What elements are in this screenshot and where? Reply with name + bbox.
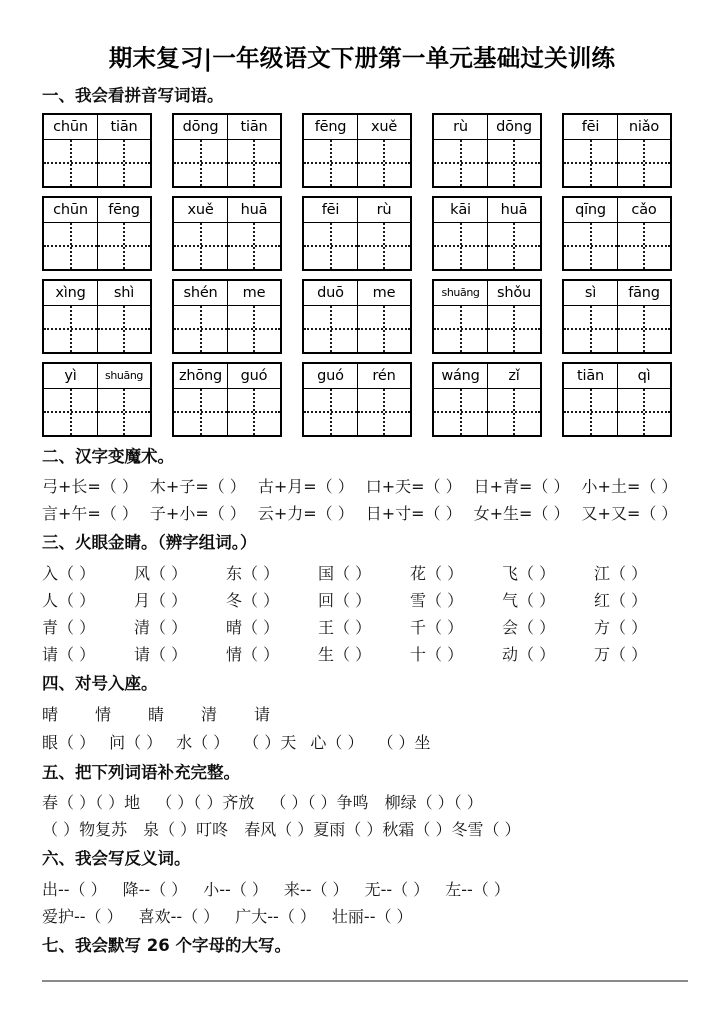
exercise-item[interactable]: 小+土=（ ） [581, 477, 678, 497]
tianzige-writing-box[interactable] [488, 140, 540, 186]
exercise-item[interactable]: 春风（ ）夏雨（ ）秋霜（ ）冬雪（ ） [244, 820, 521, 840]
exercise-item[interactable]: 清（ ） [134, 618, 188, 638]
exercise-item[interactable]: 春（ ）（ ）地 [42, 793, 141, 813]
exercise-item[interactable]: 方（ ） [594, 618, 648, 638]
pinyin-label: zǐ [488, 364, 540, 389]
tianzige-writing-box[interactable] [44, 223, 97, 269]
tianzige-writing-box[interactable] [228, 140, 280, 186]
pinyin-cell-pair [357, 364, 410, 435]
pinyin-label: shǒu [488, 281, 540, 306]
exercise-item[interactable]: 言+午=（ ） [42, 504, 138, 524]
section-distinguish-characters [0, 533, 724, 668]
tianzige-writing-box[interactable] [564, 140, 617, 186]
pinyin-label: wáng [434, 364, 487, 389]
pinyin-cell-pair [357, 115, 410, 186]
pinyin-cell-pair [97, 281, 150, 352]
bottom-divider [42, 980, 688, 982]
pinyin-cell-pair [44, 115, 97, 186]
pinyin-cell-pair [434, 364, 487, 435]
pinyin-cell-pair [304, 364, 357, 435]
section-7-heading: 七、我会默写 26 个字母的大写。 [42, 935, 291, 955]
pinyin-cell-pair [357, 198, 410, 269]
pinyin-word-group [432, 279, 542, 354]
tianzige-writing-box[interactable] [358, 223, 410, 269]
pinyin-label: yì [44, 364, 97, 389]
pinyin-word-group [172, 279, 282, 354]
exercise-item[interactable]: 雪（ ） [410, 591, 464, 611]
tianzige-writing-box[interactable] [358, 306, 410, 352]
exercise-item[interactable]: 气（ ） [502, 591, 556, 611]
exercise-item[interactable]: 花（ ） [410, 564, 464, 584]
section-2-body [0, 473, 724, 527]
pinyin-cell-pair [97, 198, 150, 269]
pinyin-cell-pair [564, 281, 617, 352]
exercise-item[interactable]: 国（ ） [318, 564, 372, 584]
tianzige-writing-box[interactable] [304, 223, 357, 269]
pinyin-word-group [562, 196, 672, 271]
pinyin-label: rù [434, 115, 487, 140]
pinyin-label: fāng [618, 281, 670, 306]
tianzige-writing-box[interactable] [174, 140, 227, 186]
pinyin-label: shuāng [434, 281, 487, 306]
exercise-item[interactable]: 左--（ ） [445, 879, 510, 899]
pinyin-cell-pair [174, 364, 227, 435]
exercise-line [42, 903, 686, 930]
exercise-line [42, 500, 686, 527]
pinyin-label: rén [358, 364, 410, 389]
exercise-item[interactable]: 口+天=（ ） [365, 477, 462, 497]
exercise-item[interactable]: （ ）天 [243, 732, 297, 752]
exercise-item[interactable]: 水（ ） [176, 732, 230, 752]
pinyin-word-group [42, 279, 152, 354]
exercise-item[interactable]: 飞（ ） [502, 564, 556, 584]
exercise-item[interactable]: 王（ ） [318, 618, 372, 638]
pinyin-word-group [42, 113, 152, 188]
section-6-heading: 六、我会写反义词。 [42, 849, 191, 869]
pinyin-cell-pair [227, 115, 280, 186]
pinyin-label: dōng [488, 115, 540, 140]
section-5-body [0, 789, 724, 843]
exercise-item[interactable]: 无--（ ） [364, 879, 430, 899]
pinyin-label: niǎo [618, 115, 670, 140]
section-antonyms [0, 849, 724, 930]
section-4-character-bank [42, 701, 686, 729]
pinyin-word-group [562, 279, 672, 354]
pinyin-cell-pair [487, 198, 540, 269]
exercise-item[interactable]: 红（ ） [594, 591, 648, 611]
pinyin-cell-pair [174, 281, 227, 352]
pinyin-label: duō [304, 281, 357, 306]
pinyin-label: me [358, 281, 410, 306]
exercise-item[interactable]: 江（ ） [594, 564, 648, 584]
pinyin-cell-pair [227, 198, 280, 269]
pinyin-cell-pair [617, 198, 670, 269]
pinyin-label: rù [358, 198, 410, 223]
section-1-heading: 一、我会看拼音写词语。 [42, 86, 224, 106]
pinyin-cell-pair [434, 115, 487, 186]
pinyin-word-group [172, 362, 282, 437]
exercise-item[interactable]: 人（ ） [42, 591, 96, 611]
tianzige-writing-box[interactable] [434, 140, 487, 186]
candidate-character[interactable]: 睛 [148, 704, 165, 724]
exercise-item[interactable]: （ ）物复苏 [42, 820, 128, 840]
exercise-item[interactable]: 来--（ ） [283, 879, 349, 899]
tianzige-writing-box[interactable] [174, 223, 227, 269]
exercise-item[interactable]: 木+子=（ ） [149, 477, 246, 497]
pinyin-cell-pair [487, 364, 540, 435]
exercise-item[interactable]: 东（ ） [226, 564, 280, 584]
tianzige-writing-box[interactable] [564, 306, 617, 352]
exercise-item[interactable]: （ ）（ ）齐放 [156, 793, 255, 813]
tianzige-writing-box[interactable] [488, 389, 540, 435]
exercise-item[interactable]: 冬（ ） [226, 591, 280, 611]
pinyin-word-group [432, 362, 542, 437]
exercise-item[interactable]: 心（ ） [310, 732, 364, 752]
pinyin-cell-pair [227, 281, 280, 352]
candidate-character[interactable]: 清 [201, 704, 218, 724]
exercise-line [42, 473, 686, 500]
tianzige-writing-box[interactable] [174, 306, 227, 352]
pinyin-word-group [302, 279, 412, 354]
pinyin-cell-pair [174, 115, 227, 186]
pinyin-word-group [302, 113, 412, 188]
section-2-heading: 二、汉字变魔术。 [42, 446, 174, 466]
pinyin-cell-pair [564, 198, 617, 269]
exercise-line [42, 816, 686, 843]
exercise-item[interactable]: 又+又=（ ） [581, 504, 678, 524]
exercise-item[interactable]: 女+生=（ ） [473, 504, 570, 524]
exercise-item[interactable]: 十（ ） [410, 645, 464, 665]
section-4-heading: 四、对号入座。 [42, 674, 158, 694]
pinyin-label: kāi [434, 198, 487, 223]
exercise-item[interactable]: 月（ ） [134, 591, 188, 611]
exercise-item[interactable]: 出--（ ） [42, 879, 107, 899]
pinyin-cell-pair [304, 198, 357, 269]
pinyin-label: shén [174, 281, 227, 306]
pinyin-cell-pair [357, 281, 410, 352]
pinyin-cell-pair [617, 115, 670, 186]
pinyin-cell-pair [44, 364, 97, 435]
pinyin-cell-pair [487, 281, 540, 352]
tianzige-writing-box[interactable] [488, 223, 540, 269]
tianzige-writing-box[interactable] [618, 389, 670, 435]
exercise-item[interactable]: 小--（ ） [203, 879, 268, 899]
tianzige-writing-box[interactable] [98, 223, 150, 269]
pinyin-label: tiān [98, 115, 150, 140]
pinyin-label: xuě [358, 115, 410, 140]
exercise-item[interactable]: 请（ ） [42, 645, 96, 665]
pinyin-cell-pair [304, 115, 357, 186]
exercise-item[interactable]: 万（ ） [594, 645, 648, 665]
tianzige-writing-box[interactable] [44, 140, 97, 186]
exercise-item[interactable]: （ ）（ ）争鸣 [270, 793, 369, 813]
tianzige-writing-box[interactable] [434, 223, 487, 269]
pinyin-cell-pair [97, 115, 150, 186]
pinyin-cell-pair [44, 281, 97, 352]
pinyin-cell-pair [434, 281, 487, 352]
pinyin-label: tiān [564, 364, 617, 389]
pinyin-word-group [42, 196, 152, 271]
section-alphabet-dictation [0, 936, 724, 957]
pinyin-cell-pair [97, 364, 150, 435]
exercise-item[interactable]: 晴（ ） [226, 618, 280, 638]
tianzige-writing-box[interactable] [488, 306, 540, 352]
tianzige-writing-box[interactable] [358, 140, 410, 186]
exercise-item[interactable]: 请（ ） [134, 645, 188, 665]
section-match-characters [0, 674, 724, 757]
pinyin-cell-pair [434, 198, 487, 269]
tianzige-writing-box[interactable] [358, 389, 410, 435]
pinyin-cell-pair [174, 198, 227, 269]
distinguish-grid [42, 560, 686, 668]
exercise-item[interactable]: 入（ ） [42, 564, 96, 584]
tianzige-writing-box[interactable] [304, 389, 357, 435]
exercise-item[interactable]: 日+寸=（ ） [365, 504, 462, 524]
pinyin-label: dōng [174, 115, 227, 140]
section-3-body [0, 560, 724, 668]
exercise-item[interactable]: 喜欢--（ ） [138, 906, 220, 926]
pinyin-word-group [172, 196, 282, 271]
pinyin-row [0, 196, 724, 271]
exercise-item[interactable]: 日+青=（ ） [473, 477, 570, 497]
tianzige-writing-box[interactable] [98, 389, 150, 435]
pinyin-label: sì [564, 281, 617, 306]
exercise-item[interactable]: 千（ ） [410, 618, 464, 638]
section-character-magic [0, 447, 724, 528]
pinyin-label: fēi [304, 198, 357, 223]
pinyin-label: tiān [228, 115, 280, 140]
exercise-item[interactable]: 古+月=（ ） [257, 477, 354, 497]
exercise-item[interactable]: 泉（ ）叮咚 [143, 820, 229, 840]
exercise-item[interactable]: 子+小=（ ） [149, 504, 246, 524]
pinyin-row [0, 279, 724, 354]
pinyin-label: fēi [564, 115, 617, 140]
pinyin-label: chūn [44, 115, 97, 140]
pinyin-cell-pair [44, 198, 97, 269]
exercise-item[interactable]: 会（ ） [502, 618, 556, 638]
pinyin-cell-pair [304, 281, 357, 352]
pinyin-row [0, 113, 724, 188]
tianzige-writing-box[interactable] [618, 306, 670, 352]
pinyin-label: qīng [564, 198, 617, 223]
pinyin-cell-pair [487, 115, 540, 186]
pinyin-label: guó [304, 364, 357, 389]
exercise-item[interactable]: 降--（ ） [122, 879, 188, 899]
tianzige-writing-box[interactable] [228, 306, 280, 352]
tianzige-writing-box[interactable] [44, 389, 97, 435]
tianzige-writing-box[interactable] [564, 223, 617, 269]
pinyin-label: zhōng [174, 364, 227, 389]
candidate-character[interactable]: 晴 [42, 704, 59, 724]
exercise-item[interactable]: 柳绿（ ）（ ） [384, 793, 483, 813]
exercise-item[interactable]: 动（ ） [502, 645, 556, 665]
pinyin-word-group [302, 362, 412, 437]
pinyin-cell-pair [617, 281, 670, 352]
pinyin-cell-pair [617, 364, 670, 435]
section-5-heading: 五、把下列词语补充完整。 [42, 762, 240, 782]
exercise-item[interactable]: 眼（ ） [42, 732, 96, 752]
tianzige-writing-box[interactable] [618, 140, 670, 186]
pinyin-label: shì [98, 281, 150, 306]
pinyin-label: huā [228, 198, 280, 223]
pinyin-cell-pair [564, 115, 617, 186]
exercise-item[interactable]: 回（ ） [318, 591, 372, 611]
tianzige-writing-box[interactable] [98, 306, 150, 352]
pinyin-label: me [228, 281, 280, 306]
tianzige-writing-box[interactable] [228, 389, 280, 435]
exercise-item[interactable]: 云+力=（ ） [257, 504, 354, 524]
pinyin-label: xuě [174, 198, 227, 223]
tianzige-writing-box[interactable] [98, 140, 150, 186]
pinyin-label: shuāng [98, 364, 150, 389]
pinyin-cell-pair [564, 364, 617, 435]
candidate-character[interactable]: 情 [95, 704, 112, 724]
exercise-item[interactable]: 弓+长=（ ） [42, 477, 138, 497]
section-complete-phrases [0, 763, 724, 844]
tianzige-writing-box[interactable] [304, 140, 357, 186]
pinyin-label: qì [618, 364, 670, 389]
exercise-item[interactable]: 生（ ） [318, 645, 372, 665]
pinyin-label: chūn [44, 198, 97, 223]
exercise-item[interactable]: 壮丽--（ ） [331, 906, 413, 926]
exercise-item[interactable]: 情（ ） [226, 645, 280, 665]
exercise-item[interactable]: 问（ ） [109, 732, 163, 752]
pinyin-word-group [42, 362, 152, 437]
pinyin-word-group [562, 362, 672, 437]
exercise-line [42, 789, 686, 816]
pinyin-label: huā [488, 198, 540, 223]
pinyin-label: cǎo [618, 198, 670, 223]
pinyin-label: fēng [304, 115, 357, 140]
section-4-body [0, 701, 724, 757]
exercise-item[interactable]: 青（ ） [42, 618, 96, 638]
tianzige-writing-box[interactable] [174, 389, 227, 435]
exercise-line [42, 876, 686, 903]
section-pinyin-writing [0, 86, 724, 437]
exercise-item[interactable]: 广大--（ ） [235, 906, 316, 926]
pinyin-label: guó [228, 364, 280, 389]
pinyin-cell-pair [227, 364, 280, 435]
pinyin-word-group [302, 196, 412, 271]
tianzige-writing-box[interactable] [618, 223, 670, 269]
tianzige-writing-box[interactable] [434, 389, 487, 435]
pinyin-grid-container [0, 113, 724, 437]
pinyin-label: fēng [98, 198, 150, 223]
tianzige-writing-box[interactable] [44, 306, 97, 352]
tianzige-writing-box[interactable] [228, 223, 280, 269]
pinyin-row [0, 362, 724, 437]
pinyin-word-group [432, 196, 542, 271]
pinyin-word-group [172, 113, 282, 188]
exercise-item[interactable]: 爱护--（ ） [42, 906, 123, 926]
candidate-character[interactable]: 请 [254, 704, 271, 724]
tianzige-writing-box[interactable] [304, 306, 357, 352]
exercise-item[interactable]: （ ）坐 [377, 732, 431, 752]
tianzige-writing-box[interactable] [434, 306, 487, 352]
pinyin-word-group [432, 113, 542, 188]
pinyin-label: xìng [44, 281, 97, 306]
tianzige-writing-box[interactable] [564, 389, 617, 435]
pinyin-word-group [562, 113, 672, 188]
section-3-heading: 三、火眼金睛。（辨字组词。） [42, 533, 257, 553]
section-4-blanks [42, 729, 686, 757]
section-6-body [0, 876, 724, 930]
page-title: 期末复习|一年级语文下册第一单元基础过关训练 [108, 44, 616, 72]
exercise-item[interactable]: 风（ ） [134, 564, 188, 584]
